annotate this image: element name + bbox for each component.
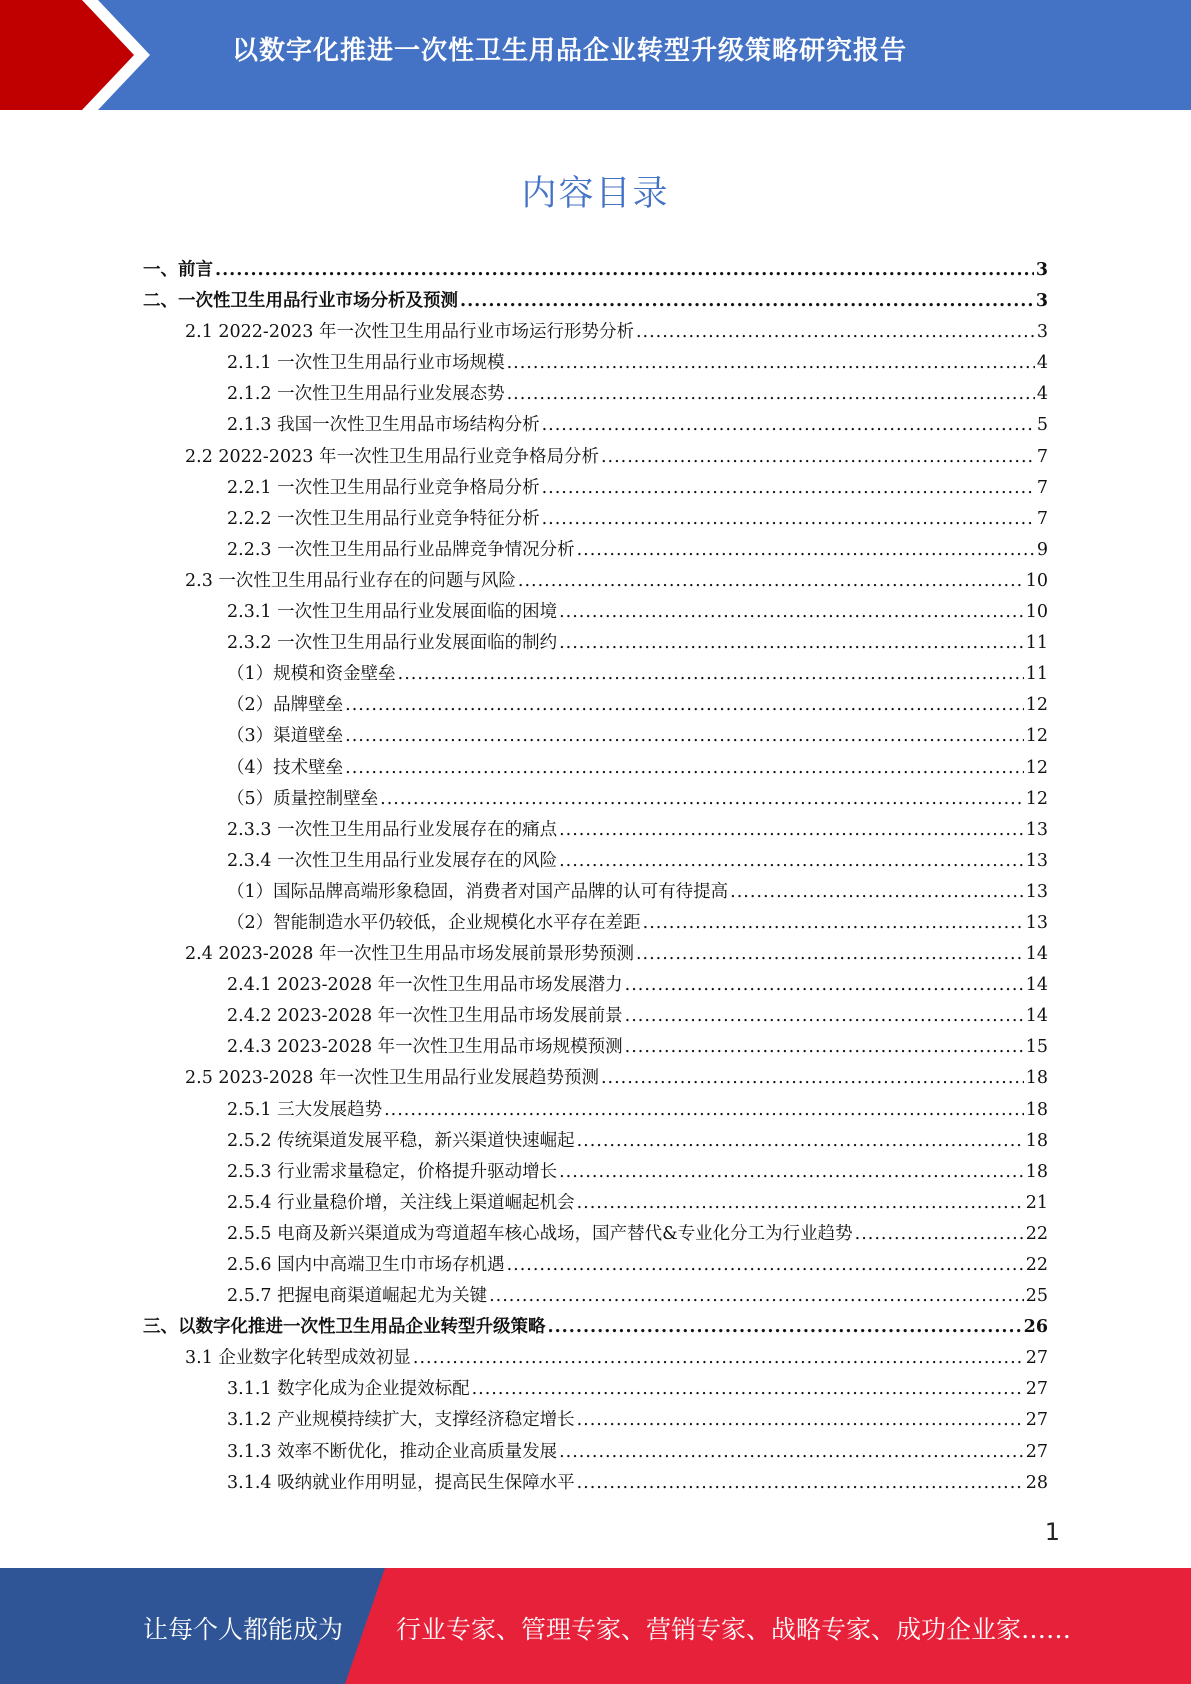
toc-entry[interactable] bbox=[143, 286, 1048, 317]
toc-entry-page: 14 bbox=[1025, 944, 1048, 965]
toc-entry-page: 12 bbox=[1025, 695, 1048, 716]
toc-entry-page: 25 bbox=[1025, 1286, 1048, 1307]
toc-entry-page: 3 bbox=[1035, 291, 1048, 312]
toc-entry-page: 12 bbox=[1025, 788, 1048, 809]
toc-leader-dots bbox=[548, 1312, 1022, 1343]
toc-entry-title: 3.1.1 数字化成为企业提效标配 bbox=[227, 1379, 470, 1400]
toc-entry[interactable] bbox=[143, 1437, 1048, 1468]
toc-entry-page: 5 bbox=[1036, 415, 1048, 436]
toc-entry-title: 3.1 企业数字化转型成效初显 bbox=[185, 1348, 411, 1369]
toc-entry[interactable] bbox=[143, 473, 1048, 504]
toc-entry-page: 13 bbox=[1025, 850, 1048, 871]
toc-entry-title: 2.5.5 电商及新兴渠道成为弯道超车核心战场，国产替代&专业化分工为行业趋势 bbox=[227, 1223, 853, 1244]
toc-entry[interactable] bbox=[143, 1063, 1048, 1094]
toc-entry-page: 7 bbox=[1036, 446, 1048, 467]
toc-entry-page: 9 bbox=[1036, 539, 1048, 560]
toc-entry-title: 2.4.1 2023-2028 年一次性卫生用品市场发展潜力 bbox=[227, 975, 623, 996]
toc-leader-dots bbox=[643, 908, 1024, 939]
toc-leader-dots bbox=[577, 1126, 1024, 1157]
toc-leader-dots bbox=[472, 1374, 1024, 1405]
toc-entry[interactable] bbox=[143, 908, 1048, 939]
toc-leader-dots bbox=[625, 1001, 1024, 1032]
toc-entry[interactable] bbox=[143, 970, 1048, 1001]
toc-entry-page: 7 bbox=[1036, 477, 1048, 498]
toc-entry-page: 12 bbox=[1025, 726, 1048, 747]
toc-entry[interactable] bbox=[143, 566, 1048, 597]
toc-entry[interactable] bbox=[143, 815, 1048, 846]
toc-entry-page: 18 bbox=[1025, 1099, 1048, 1120]
toc-entry-page: 11 bbox=[1025, 664, 1048, 685]
toc-entry-page: 22 bbox=[1025, 1223, 1048, 1244]
toc-entry-page: 7 bbox=[1036, 508, 1048, 529]
toc-entry-page: 28 bbox=[1025, 1472, 1048, 1493]
header-title: 以数字化推进一次性卫生用品企业转型升级策略研究报告 bbox=[232, 36, 908, 66]
toc-leader-dots bbox=[489, 1281, 1024, 1312]
toc-leader-dots bbox=[507, 379, 1035, 410]
toc-leader-dots bbox=[559, 1157, 1024, 1188]
toc-leader-dots bbox=[542, 410, 1035, 441]
toc-leader-dots bbox=[345, 753, 1024, 784]
toc-leader-dots bbox=[542, 473, 1035, 504]
page-number: 1 bbox=[1044, 1518, 1060, 1546]
header-banner bbox=[0, 0, 1191, 110]
toc-entry[interactable] bbox=[143, 1095, 1048, 1126]
toc-entry-page: 22 bbox=[1025, 1255, 1048, 1275]
toc-entry-title: 2.3.4 一次性卫生用品行业发展存在的风险 bbox=[227, 850, 558, 871]
toc-entry-title: （5）质量控制壁垒 bbox=[227, 788, 379, 809]
toc-entry[interactable] bbox=[143, 535, 1048, 566]
toc-entry[interactable] bbox=[143, 1219, 1048, 1250]
toc-entry[interactable] bbox=[143, 753, 1048, 784]
toc-entry-title: 2.2.3 一次性卫生用品行业品牌竞争情况分析 bbox=[227, 539, 575, 560]
toc-entry-page: 27 bbox=[1025, 1379, 1048, 1400]
toc-leader-dots bbox=[559, 597, 1024, 628]
toc-leader-dots bbox=[345, 721, 1024, 752]
toc-entry-title: 二、一次性卫生用品行业市场分析及预测 bbox=[143, 291, 458, 312]
toc-leader-dots bbox=[542, 504, 1035, 535]
toc-entry-page: 13 bbox=[1025, 819, 1048, 840]
toc-leader-dots bbox=[413, 1343, 1024, 1374]
toc-entry-title: （1）国际品牌高端形象稳固，消费者对国产品牌的认可有待提高 bbox=[227, 881, 729, 902]
toc-entry[interactable] bbox=[143, 1250, 1048, 1281]
toc-entry-title: （3）渠道壁垒 bbox=[227, 726, 344, 747]
toc-entry[interactable] bbox=[143, 877, 1048, 908]
toc-entry-page: 13 bbox=[1025, 912, 1048, 933]
toc-leader-dots bbox=[855, 1219, 1024, 1250]
toc-entry-page: 3 bbox=[1035, 260, 1048, 280]
toc-entry[interactable] bbox=[143, 1188, 1048, 1219]
toc-entry-page: 18 bbox=[1025, 1161, 1048, 1182]
toc-entry-title: 2.3.1 一次性卫生用品行业发展面临的困境 bbox=[227, 602, 558, 623]
toc-entry-title: 2.2.1 一次性卫生用品行业竞争格局分析 bbox=[227, 477, 540, 498]
toc-leader-dots bbox=[559, 815, 1024, 846]
toc-entry[interactable] bbox=[143, 348, 1048, 379]
toc-entry-page: 27 bbox=[1025, 1441, 1048, 1462]
toc-leader-dots bbox=[507, 348, 1035, 379]
toc-entry-title: 2.5.1 三大发展趋势 bbox=[227, 1099, 383, 1120]
toc-entry[interactable] bbox=[143, 1281, 1048, 1312]
toc-leader-dots bbox=[559, 846, 1024, 877]
toc-entry-title: （2）品牌壁垒 bbox=[227, 695, 344, 716]
toc-entry[interactable] bbox=[143, 784, 1048, 815]
toc-entry[interactable] bbox=[143, 1126, 1048, 1157]
toc-entry[interactable] bbox=[143, 1032, 1048, 1063]
toc-entry[interactable] bbox=[143, 721, 1048, 752]
toc-entry-title: 2.5.2 传统渠道发展平稳，新兴渠道快速崛起 bbox=[227, 1130, 575, 1151]
toc-entry-page: 13 bbox=[1025, 881, 1048, 902]
toc-entry-page: 12 bbox=[1025, 757, 1048, 778]
toc-entry-title: 2.3.2 一次性卫生用品行业发展面临的制约 bbox=[227, 633, 558, 654]
toc-entry[interactable] bbox=[143, 1312, 1048, 1343]
toc-entry-title: 2.3.3 一次性卫生用品行业发展存在的痛点 bbox=[227, 819, 558, 840]
footer-slogan-right: 行业专家、管理专家、营销专家、战略专家、成功企业家…… bbox=[396, 1615, 1072, 1644]
toc-entry[interactable] bbox=[143, 255, 1048, 286]
toc-leader-dots bbox=[507, 1250, 1024, 1281]
toc-entry-page: 27 bbox=[1025, 1410, 1048, 1431]
toc-entry-page: 18 bbox=[1025, 1068, 1048, 1089]
toc-entry[interactable] bbox=[143, 410, 1048, 441]
toc-entry-page: 18 bbox=[1025, 1130, 1048, 1151]
toc-leader-dots bbox=[577, 1468, 1024, 1499]
toc-heading: 内容目录 bbox=[521, 174, 670, 214]
footer-banner bbox=[0, 1568, 1191, 1684]
toc-entry-page: 15 bbox=[1025, 1037, 1048, 1058]
toc-entry-title: 2.5.7 把握电商渠道崛起尤为关键 bbox=[227, 1286, 488, 1307]
toc-leader-dots bbox=[559, 1437, 1024, 1468]
toc-leader-dots bbox=[625, 1032, 1024, 1063]
toc-entry-title: 3.1.4 吸纳就业作用明显，提高民生保障水平 bbox=[227, 1472, 575, 1493]
toc-entry[interactable] bbox=[143, 939, 1048, 970]
toc-leader-dots bbox=[518, 566, 1024, 597]
toc-leader-dots bbox=[384, 1095, 1024, 1126]
toc-entry[interactable] bbox=[143, 1001, 1048, 1032]
toc-leader-dots bbox=[398, 659, 1024, 690]
toc-entry-title: 3.1.3 效率不断优化，推动企业高质量发展 bbox=[227, 1441, 558, 1462]
toc-entry-title: 2.5.6 国内中高端卫生巾市场存机遇 bbox=[227, 1255, 505, 1275]
toc-entry-page: 26 bbox=[1023, 1317, 1048, 1338]
toc-entry-title: 2.5.3 行业需求量稳定，价格提升驱动增长 bbox=[227, 1161, 558, 1182]
toc-leader-dots bbox=[601, 442, 1035, 473]
toc-entry-title: 三、以数字化推进一次性卫生用品企业转型升级策略 bbox=[143, 1317, 546, 1338]
toc-entry[interactable] bbox=[143, 846, 1048, 877]
toc-entry-page: 14 bbox=[1025, 1006, 1048, 1027]
toc-entry[interactable] bbox=[143, 1157, 1048, 1188]
toc-entry[interactable] bbox=[143, 1405, 1048, 1436]
toc-entry-page: 10 bbox=[1025, 570, 1048, 591]
toc-leader-dots bbox=[559, 628, 1024, 659]
toc-entry-title: 一、前言 bbox=[143, 260, 213, 280]
toc-entry-title: 2.4 2023-2028 年一次性卫生用品市场发展前景形势预测 bbox=[185, 944, 634, 965]
toc-leader-dots bbox=[380, 784, 1024, 815]
toc-entry-title: 2.1.2 一次性卫生用品行业发展态势 bbox=[227, 384, 505, 405]
toc-entry-title: （1）规模和资金壁垒 bbox=[227, 664, 396, 685]
toc-entry[interactable] bbox=[143, 317, 1048, 348]
toc-leader-dots bbox=[636, 317, 1035, 348]
toc-entry[interactable] bbox=[143, 1374, 1048, 1405]
toc-leader-dots bbox=[601, 1063, 1024, 1094]
toc-entry-title: 2.1 2022-2023 年一次性卫生用品行业市场运行形势分析 bbox=[185, 322, 634, 343]
toc-entry[interactable] bbox=[143, 379, 1048, 410]
toc-entry[interactable] bbox=[143, 442, 1048, 473]
toc-entry[interactable] bbox=[143, 628, 1048, 659]
toc-entry[interactable] bbox=[143, 1468, 1048, 1499]
toc-entry-title: 2.3 一次性卫生用品行业存在的问题与风险 bbox=[185, 570, 516, 591]
toc-entry-page: 21 bbox=[1025, 1192, 1048, 1213]
toc-entry-page: 3 bbox=[1036, 322, 1048, 343]
toc-leader-dots bbox=[730, 877, 1024, 908]
toc-entry-page: 4 bbox=[1036, 384, 1048, 405]
toc-entry-title: 3.1.2 产业规模持续扩大，支撑经济稳定增长 bbox=[227, 1410, 575, 1431]
table-of-contents bbox=[143, 255, 1048, 1499]
toc-entry-title: 2.2 2022-2023 年一次性卫生用品行业竞争格局分析 bbox=[185, 446, 599, 467]
toc-entry-title: 2.4.3 2023-2028 年一次性卫生用品市场规模预测 bbox=[227, 1037, 623, 1058]
toc-entry-title: （2）智能制造水平仍较低，企业规模化水平存在差距 bbox=[227, 912, 641, 933]
footer-slogan-left: 让每个人都能成为 bbox=[143, 1615, 344, 1644]
toc-entry-title: 2.5.4 行业量稳价增，关注线上渠道崛起机会 bbox=[227, 1192, 575, 1213]
toc-entry[interactable] bbox=[143, 597, 1048, 628]
toc-entry[interactable] bbox=[143, 504, 1048, 535]
header-arrow-red bbox=[0, 0, 134, 110]
toc-entry-title: （4）技术壁垒 bbox=[227, 757, 344, 778]
toc-entry-title: 2.2.2 一次性卫生用品行业竞争特征分析 bbox=[227, 508, 540, 529]
toc-entry-title: 2.1.3 我国一次性卫生用品市场结构分析 bbox=[227, 415, 540, 436]
toc-leader-dots bbox=[625, 970, 1024, 1001]
toc-leader-dots bbox=[577, 1188, 1024, 1219]
toc-entry-page: 4 bbox=[1036, 353, 1048, 374]
toc-entry[interactable] bbox=[143, 1343, 1048, 1374]
toc-leader-dots bbox=[636, 939, 1024, 970]
toc-entry[interactable] bbox=[143, 659, 1048, 690]
toc-leader-dots bbox=[215, 255, 1034, 286]
toc-leader-dots bbox=[345, 690, 1024, 721]
toc-entry-page: 10 bbox=[1025, 602, 1048, 623]
toc-leader-dots bbox=[577, 1405, 1024, 1436]
toc-entry[interactable] bbox=[143, 690, 1048, 721]
toc-entry-title: 2.1.1 一次性卫生用品行业市场规模 bbox=[227, 353, 505, 374]
toc-leader-dots bbox=[460, 286, 1034, 317]
toc-leader-dots bbox=[577, 535, 1035, 566]
toc-entry-title: 2.4.2 2023-2028 年一次性卫生用品市场发展前景 bbox=[227, 1006, 623, 1027]
toc-entry-page: 14 bbox=[1025, 975, 1048, 996]
toc-entry-title: 2.5 2023-2028 年一次性卫生用品行业发展趋势预测 bbox=[185, 1068, 599, 1089]
toc-entry-page: 27 bbox=[1025, 1348, 1048, 1369]
toc-entry-page: 11 bbox=[1025, 633, 1048, 654]
